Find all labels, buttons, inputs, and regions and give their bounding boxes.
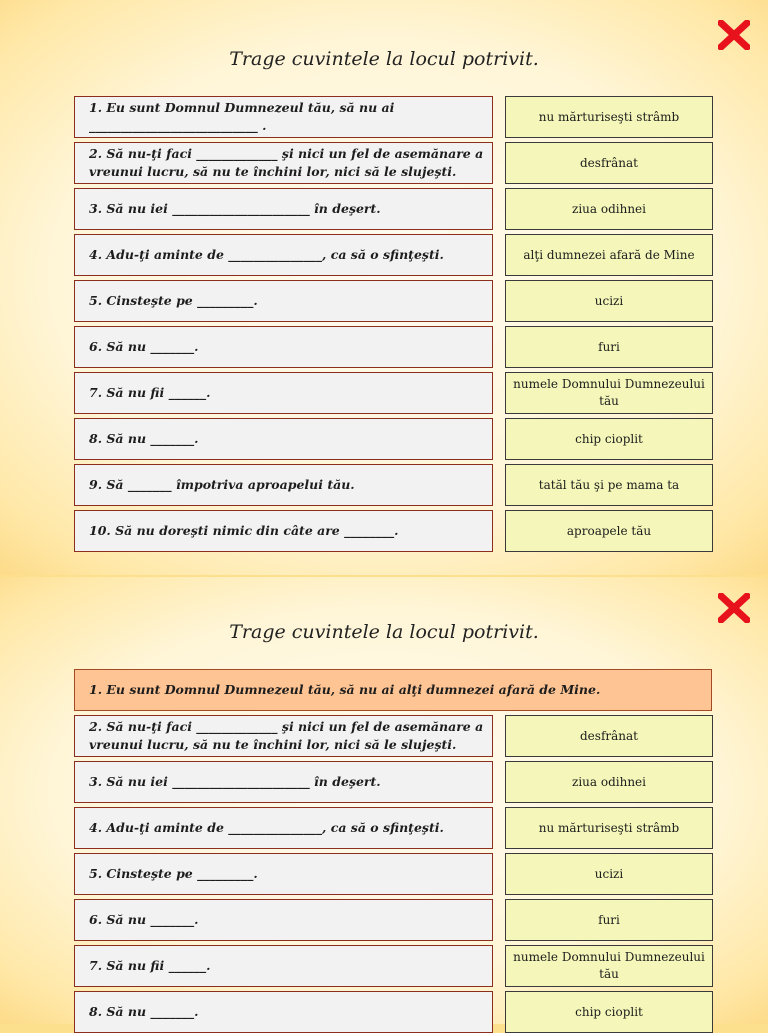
answer-card[interactable]: tatăl tău şi pe mama ta	[505, 464, 713, 506]
question-5[interactable]: 5. Cinsteşte pe _________.	[74, 853, 493, 895]
question-7[interactable]: 7. Să nu fii ______.	[74, 945, 493, 987]
slide-title: Trage cuvintele la locul potrivit.	[229, 621, 539, 643]
question-7[interactable]: 7. Să nu fii ______.	[74, 372, 493, 414]
answer-card[interactable]: furi	[505, 899, 713, 941]
answer-card[interactable]: chip cioplit	[505, 418, 713, 460]
question-5[interactable]: 5. Cinsteşte pe _________.	[74, 280, 493, 322]
question-10[interactable]: 10. Să nu doreşti nimic din câte are ________.	[74, 510, 493, 552]
answer-card[interactable]: aproapele tău	[505, 510, 713, 552]
answer-card[interactable]: nu mărturiseşti strâmb	[505, 96, 713, 138]
answer-card[interactable]: alţi dumnezei afară de Mine	[505, 234, 713, 276]
question-8[interactable]: 8. Să nu _______.	[74, 418, 493, 460]
slide-title: Trage cuvintele la locul potrivit.	[229, 48, 539, 70]
answer-card[interactable]: chip cioplit	[505, 991, 713, 1033]
question-3[interactable]: 3. Să nu iei ______________________ în deşert.	[74, 761, 493, 803]
answer-card[interactable]: nu mărturiseşti strâmb	[505, 807, 713, 849]
question-2[interactable]: 2. Să nu-ţi faci _____________ şi nici un fel de asemănare a vreunui lucru, să nu te închini lor, nici să le slujeşti.	[74, 142, 493, 184]
answer-card[interactable]: desfrânat	[505, 142, 713, 184]
question-2[interactable]: 2. Să nu-ţi faci _____________ şi nici un fel de asemănare a vreunui lucru, să nu te închini lor, nici să le slujeşti.	[74, 715, 493, 757]
question-9[interactable]: 9. Să _______ împotriva aproapelui tău.	[74, 464, 493, 506]
close-x-icon[interactable]	[718, 20, 750, 50]
question-6[interactable]: 6. Să nu _______.	[74, 899, 493, 941]
answer-card[interactable]: ucizi	[505, 853, 713, 895]
answer-card[interactable]: ziua odihnei	[505, 761, 713, 803]
exercise-slide-2	[0, 577, 768, 1024]
answer-card[interactable]: desfrânat	[505, 715, 713, 757]
question-6[interactable]: 6. Să nu _______.	[74, 326, 493, 368]
question-4[interactable]: 4. Adu-ţi aminte de _______________, ca să o sfinţeşti.	[74, 807, 493, 849]
answer-card[interactable]: numele Domnului Dumnezeului tău	[505, 945, 713, 987]
completed-question-1: 1. Eu sunt Domnul Dumnezeul tău, să nu ai alţi dumnezei afară de Mine.	[74, 669, 712, 711]
answer-card[interactable]: furi	[505, 326, 713, 368]
answer-card[interactable]: ucizi	[505, 280, 713, 322]
answer-card[interactable]: ziua odihnei	[505, 188, 713, 230]
question-8[interactable]: 8. Să nu _______.	[74, 991, 493, 1033]
question-4[interactable]: 4. Adu-ţi aminte de _______________, ca să o sfinţeşti.	[74, 234, 493, 276]
close-x-icon[interactable]	[718, 593, 750, 623]
question-3[interactable]: 3. Să nu iei ______________________ în deşert.	[74, 188, 493, 230]
answer-card[interactable]: numele Domnului Dumnezeului tău	[505, 372, 713, 414]
question-1[interactable]: 1. Eu sunt Domnul Dumnezeul tău, să nu ai ___________________________ .	[74, 96, 493, 138]
